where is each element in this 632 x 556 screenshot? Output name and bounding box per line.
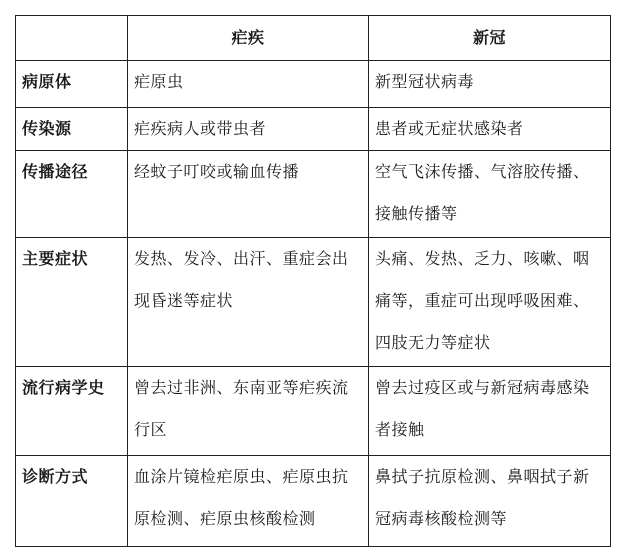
header-row xyxy=(16,16,611,61)
row-label: 病原体 xyxy=(16,61,128,108)
cell-covid: 曾去过疫区或与新冠病毒感染者接触 xyxy=(369,367,611,456)
cell-malaria: 发热、发冷、出汗、重症会出现昏迷等症状 xyxy=(128,238,369,367)
cell-covid: 患者或无症状感染者 xyxy=(369,108,611,151)
cell-malaria: 血涂片镜检疟原虫、疟原虫抗原检测、疟原虫核酸检测 xyxy=(128,456,369,547)
row-label: 诊断方式 xyxy=(16,456,128,547)
cell-malaria: 曾去过非洲、东南亚等疟疾流行区 xyxy=(128,367,369,456)
table-row-symptoms xyxy=(16,238,611,367)
cell-malaria: 疟原虫 xyxy=(128,61,369,108)
header-malaria: 疟疾 xyxy=(128,16,369,61)
cell-covid: 头痛、发热、乏力、咳嗽、咽痛等，重症可出现呼吸困难、四肢无力等症状 xyxy=(369,238,611,367)
table-row-transmission xyxy=(16,151,611,238)
header-corner-cell xyxy=(16,16,128,61)
cell-covid: 鼻拭子抗原检测、鼻咽拭子新冠病毒核酸检测等 xyxy=(369,456,611,547)
cell-covid: 新型冠状病毒 xyxy=(369,61,611,108)
cell-covid: 空气飞沫传播、气溶胶传播、接触传播等 xyxy=(369,151,611,238)
row-label: 传播途径 xyxy=(16,151,128,238)
row-label: 主要症状 xyxy=(16,238,128,367)
table-row-epidemiology xyxy=(16,367,611,456)
row-label: 流行病学史 xyxy=(16,367,128,456)
row-label: 传染源 xyxy=(16,108,128,151)
comparison-table xyxy=(15,15,611,547)
table-row-diagnosis xyxy=(16,456,611,547)
table-row-source xyxy=(16,108,611,151)
cell-malaria: 疟疾病人或带虫者 xyxy=(128,108,369,151)
table-row-pathogen xyxy=(16,61,611,108)
cell-malaria: 经蚊子叮咬或输血传播 xyxy=(128,151,369,238)
header-covid: 新冠 xyxy=(369,16,611,61)
